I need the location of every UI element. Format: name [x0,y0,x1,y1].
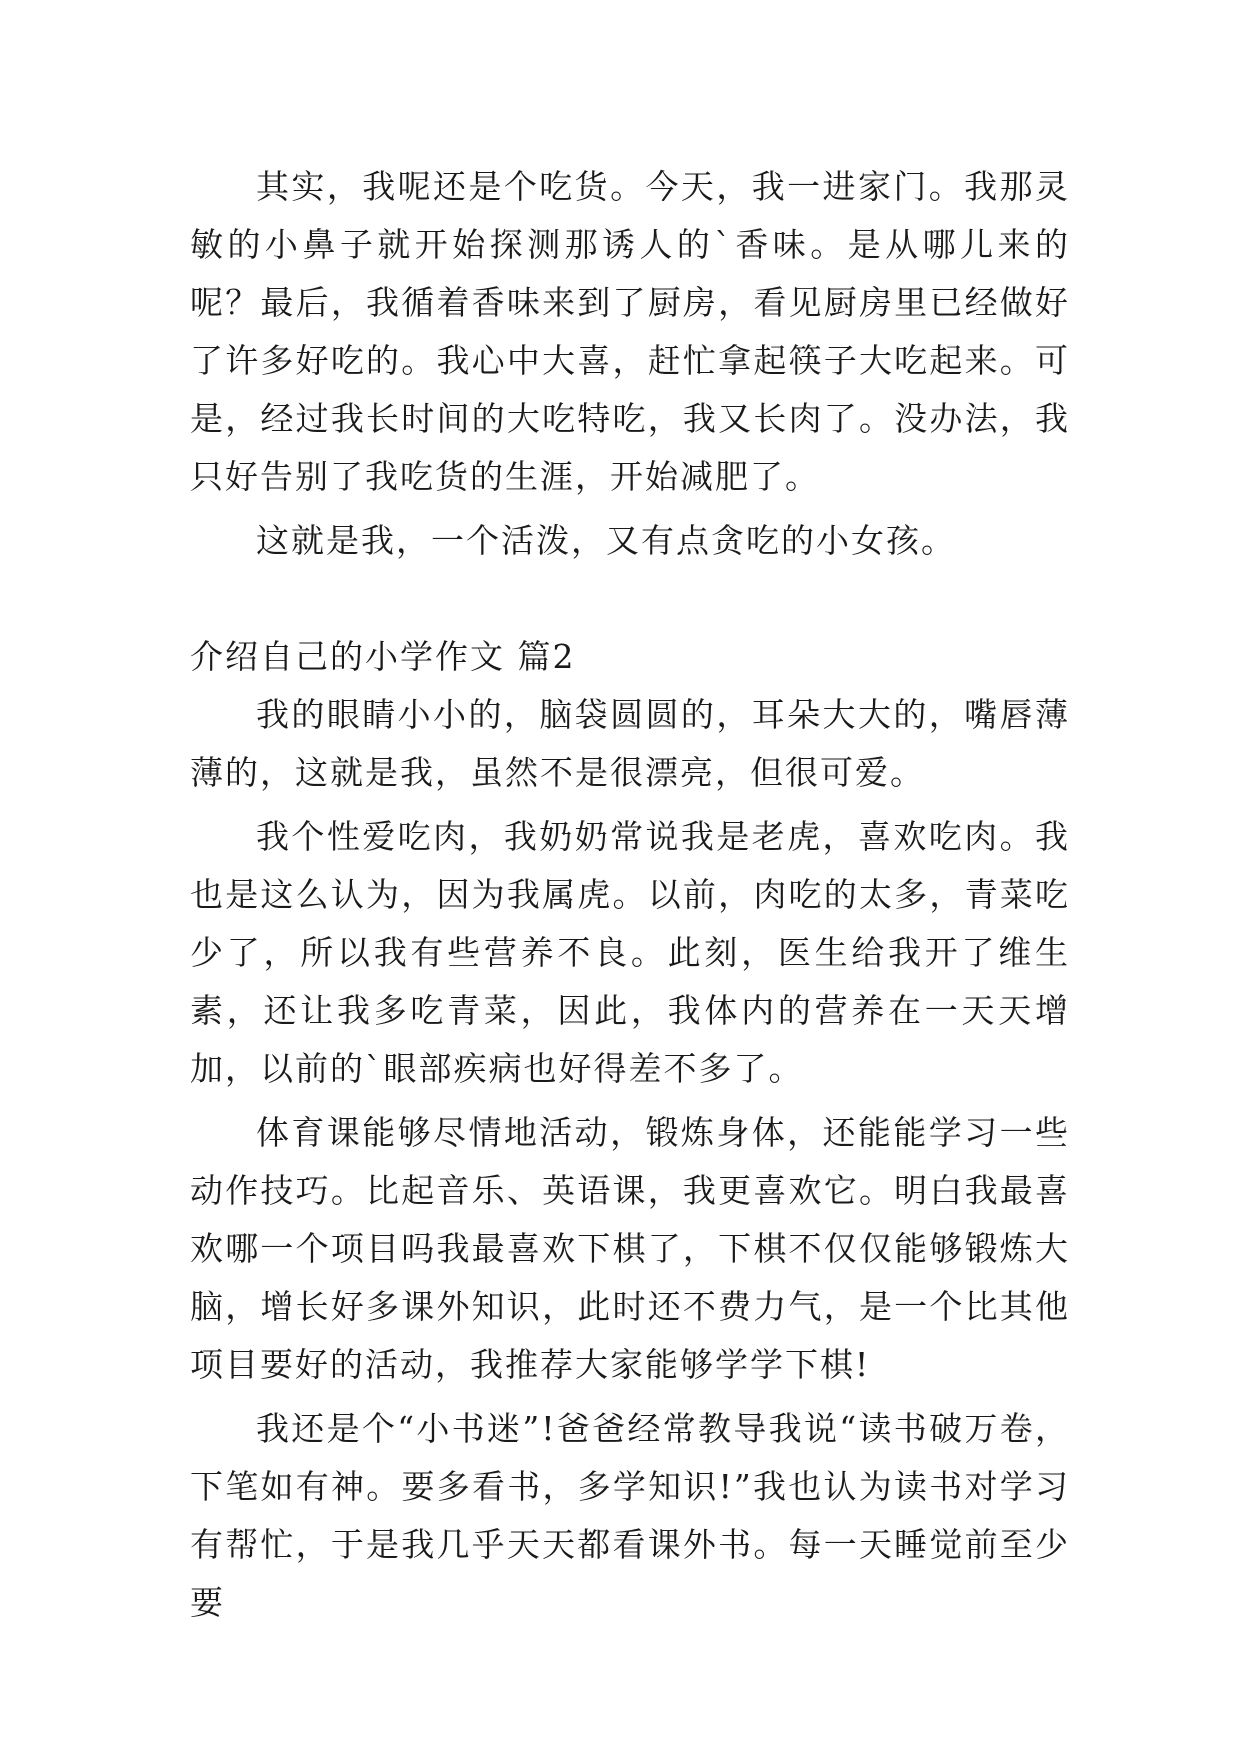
paragraph-foodie: 其实，我呢还是个吃货。今天，我一进家门。我那灵敏的小鼻子就开始探测那诱人的`香味。是从哪儿来的呢？最后，我循着香味来到了厨房，看见厨房里已经做好了许多好吃的。我心中大喜，赶忙拿起筷子大吃起来。可是，经过我长时间的大吃特吃，我又长肉了。没办法，我只好告别了我吃货的生涯，开始减肥了。 [190,167,1070,496]
essay-part-2 [190,628,1070,1632]
paragraph-bookworm: 我还是个“小书迷”!爸爸经常教导我说“读书破万卷，下笔如有神。要多看书，多学知识!”我也认为读书对学习有帮忙，于是我几乎天天都看课外书。每一天睡觉前至少要 [190,1409,1070,1622]
paragraph-summary: 这就是我，一个活泼，又有点贪吃的小女孩。 [256,521,956,560]
section-heading: 介绍自己的小学作文 篇2 [190,637,576,676]
essay-part-1 [190,158,1070,570]
paragraph-eating-meat: 我个性爱吃肉，我奶奶常说我是老虎，喜欢吃肉。我也是这么认为，因为我属虎。以前，肉吃的太多，青菜吃少了，所以我有些营养不良。此刻，医生给我开了维生素，还让我多吃青菜，因此，我体内的营养在一天天增加，以前的`眼部疾病也好得差不多了。 [190,817,1070,1088]
paragraph-pe-class: 体育课能够尽情地活动，锻炼身体，还能能学习一些动作技巧。比起音乐、英语课，我更喜欢它。明白我最喜欢哪一个项目吗我最喜欢下棋了，下棋不仅仅能够锻炼大脑，增长好多课外知识，此时还不费力气，是一个比其他项目要好的活动，我推荐大家能够学学下棋! [190,1113,1070,1384]
paragraph-appearance: 我的眼睛小小的，脑袋圆圆的，耳朵大大的，嘴唇薄薄的，这就是我，虽然不是很漂亮，但很可爱。 [190,695,1070,792]
